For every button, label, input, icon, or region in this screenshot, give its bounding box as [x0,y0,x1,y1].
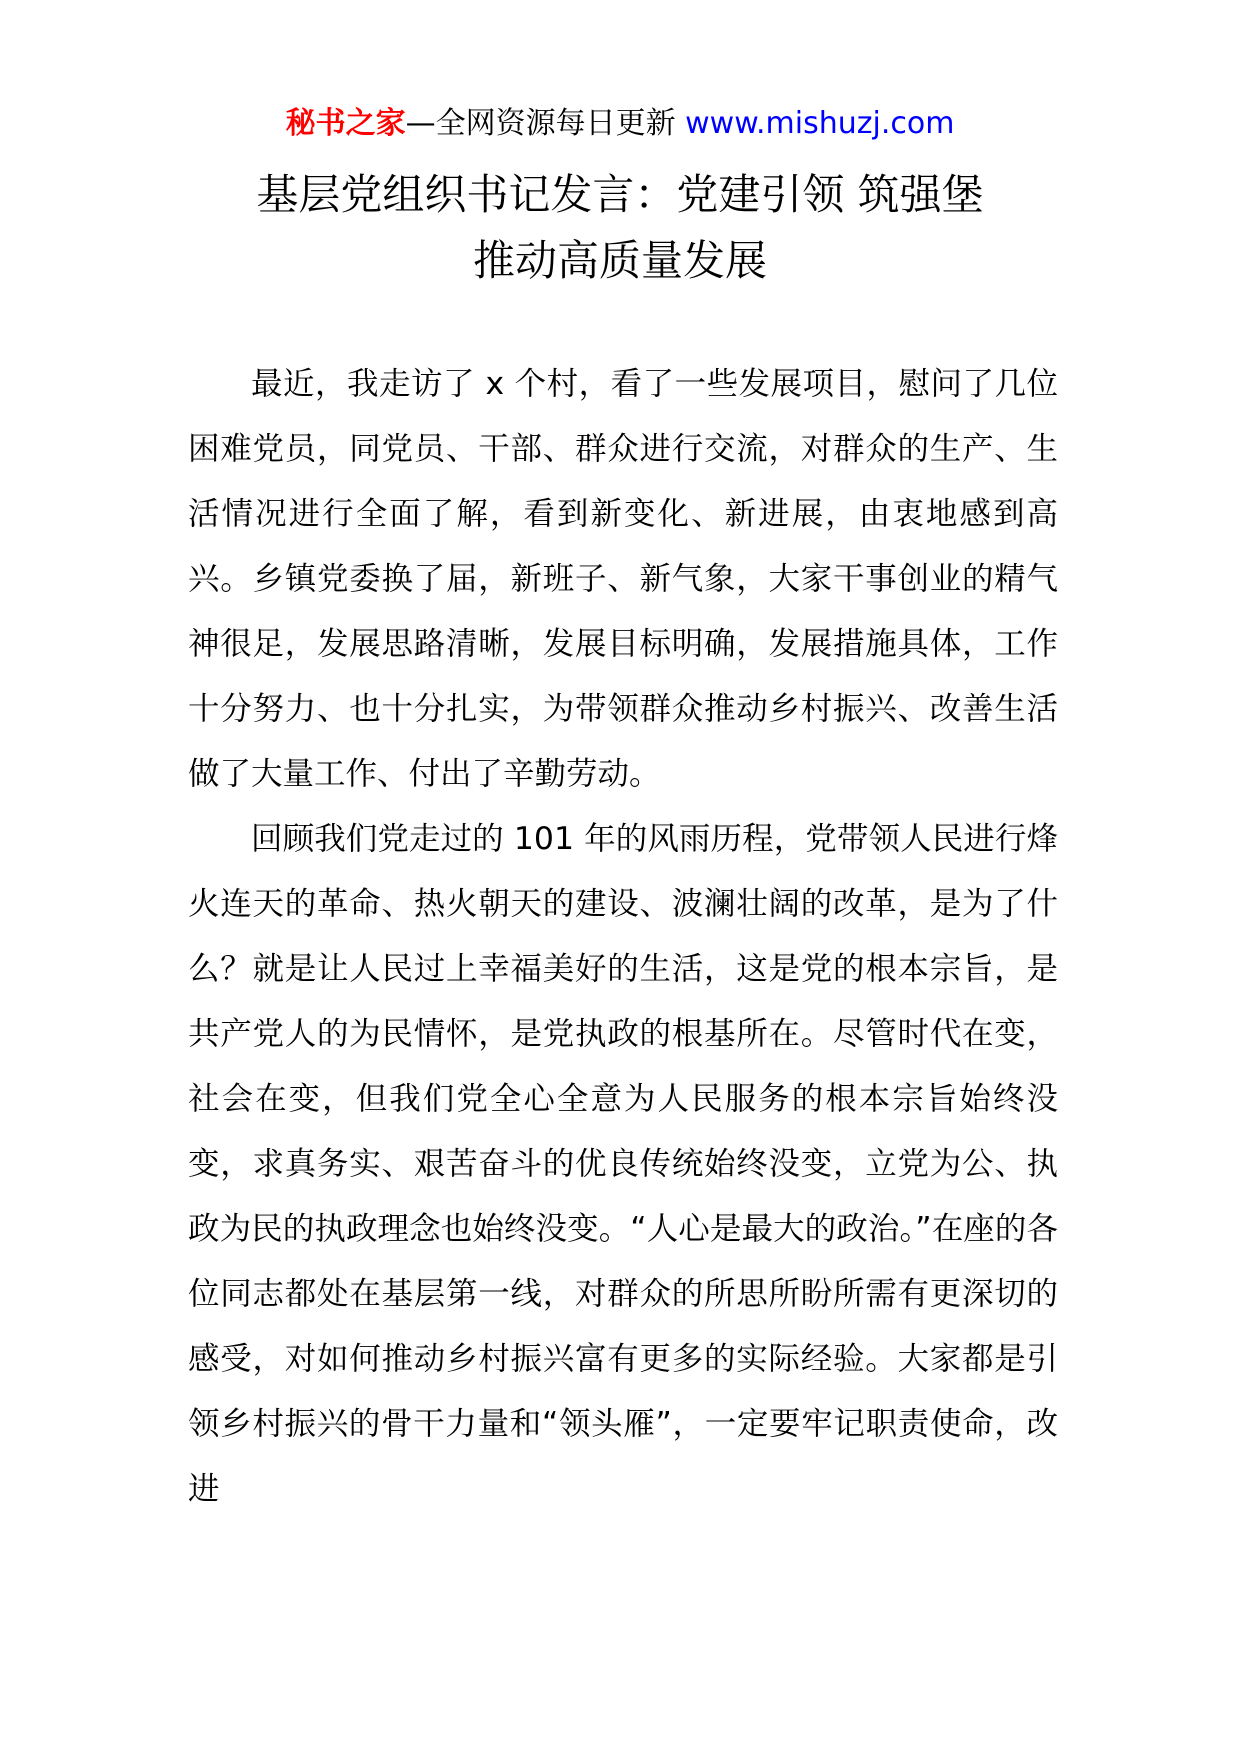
paragraph-1: 最近，我走访了 x 个村，看了一些发展项目，慰问了几位困难党员，同党员、干部、群众进行交流，对群众的生产、生活情况进行全面了解，看到新变化、新进展，由衷地感到高兴。乡镇党委换了届，新班子、新气象，大家干事创业的精气神很足，发展思路清晰，发展目标明确，发展措施具体，工作十分努力、也十分扎实，为带领群众推动乡村振兴、改善生活做了大量工作、付出了辛勤劳动。 [188,366,1058,792]
site-url-link[interactable]: www.mishuzj.com [685,106,955,141]
document-body [188,352,1058,1522]
document-title [0,162,1240,294]
header-tagline: —全网资源每日更新 [405,106,676,141]
title-line-2: 推动高质量发展 [472,236,767,285]
paragraph-2: 回顾我们党走过的 101 年的风雨历程，党带领人民进行烽火连天的革命、热火朝天的建设、波澜壮阔的改革，是为了什么？就是让人民过上幸福美好的生活，这是党的根本宗旨，是共产党人的为民情怀，是党执政的根基所在。尽管时代在变，社会在变，但我们党全心全意为人民服务的根本宗旨始终没变，求真务实、艰苦奋斗的优良传统始终没变，立党为公、执政为民的执政理念也始终没变。“人心是最大的政治。”在座的各位同志都处在基层第一线，对群众的所思所盼所需有更深切的感受，对如何推动乡村振兴富有更多的实际经验。大家都是引领乡村振兴的骨干力量和“领头雁”，一定要牢记职责使命，改进 [188,821,1058,1507]
site-header [0,104,1240,144]
title-line-1: 基层党组织书记发言：党建引领 筑强堡 [256,170,984,219]
brand-name: 秘书之家 [285,106,406,141]
